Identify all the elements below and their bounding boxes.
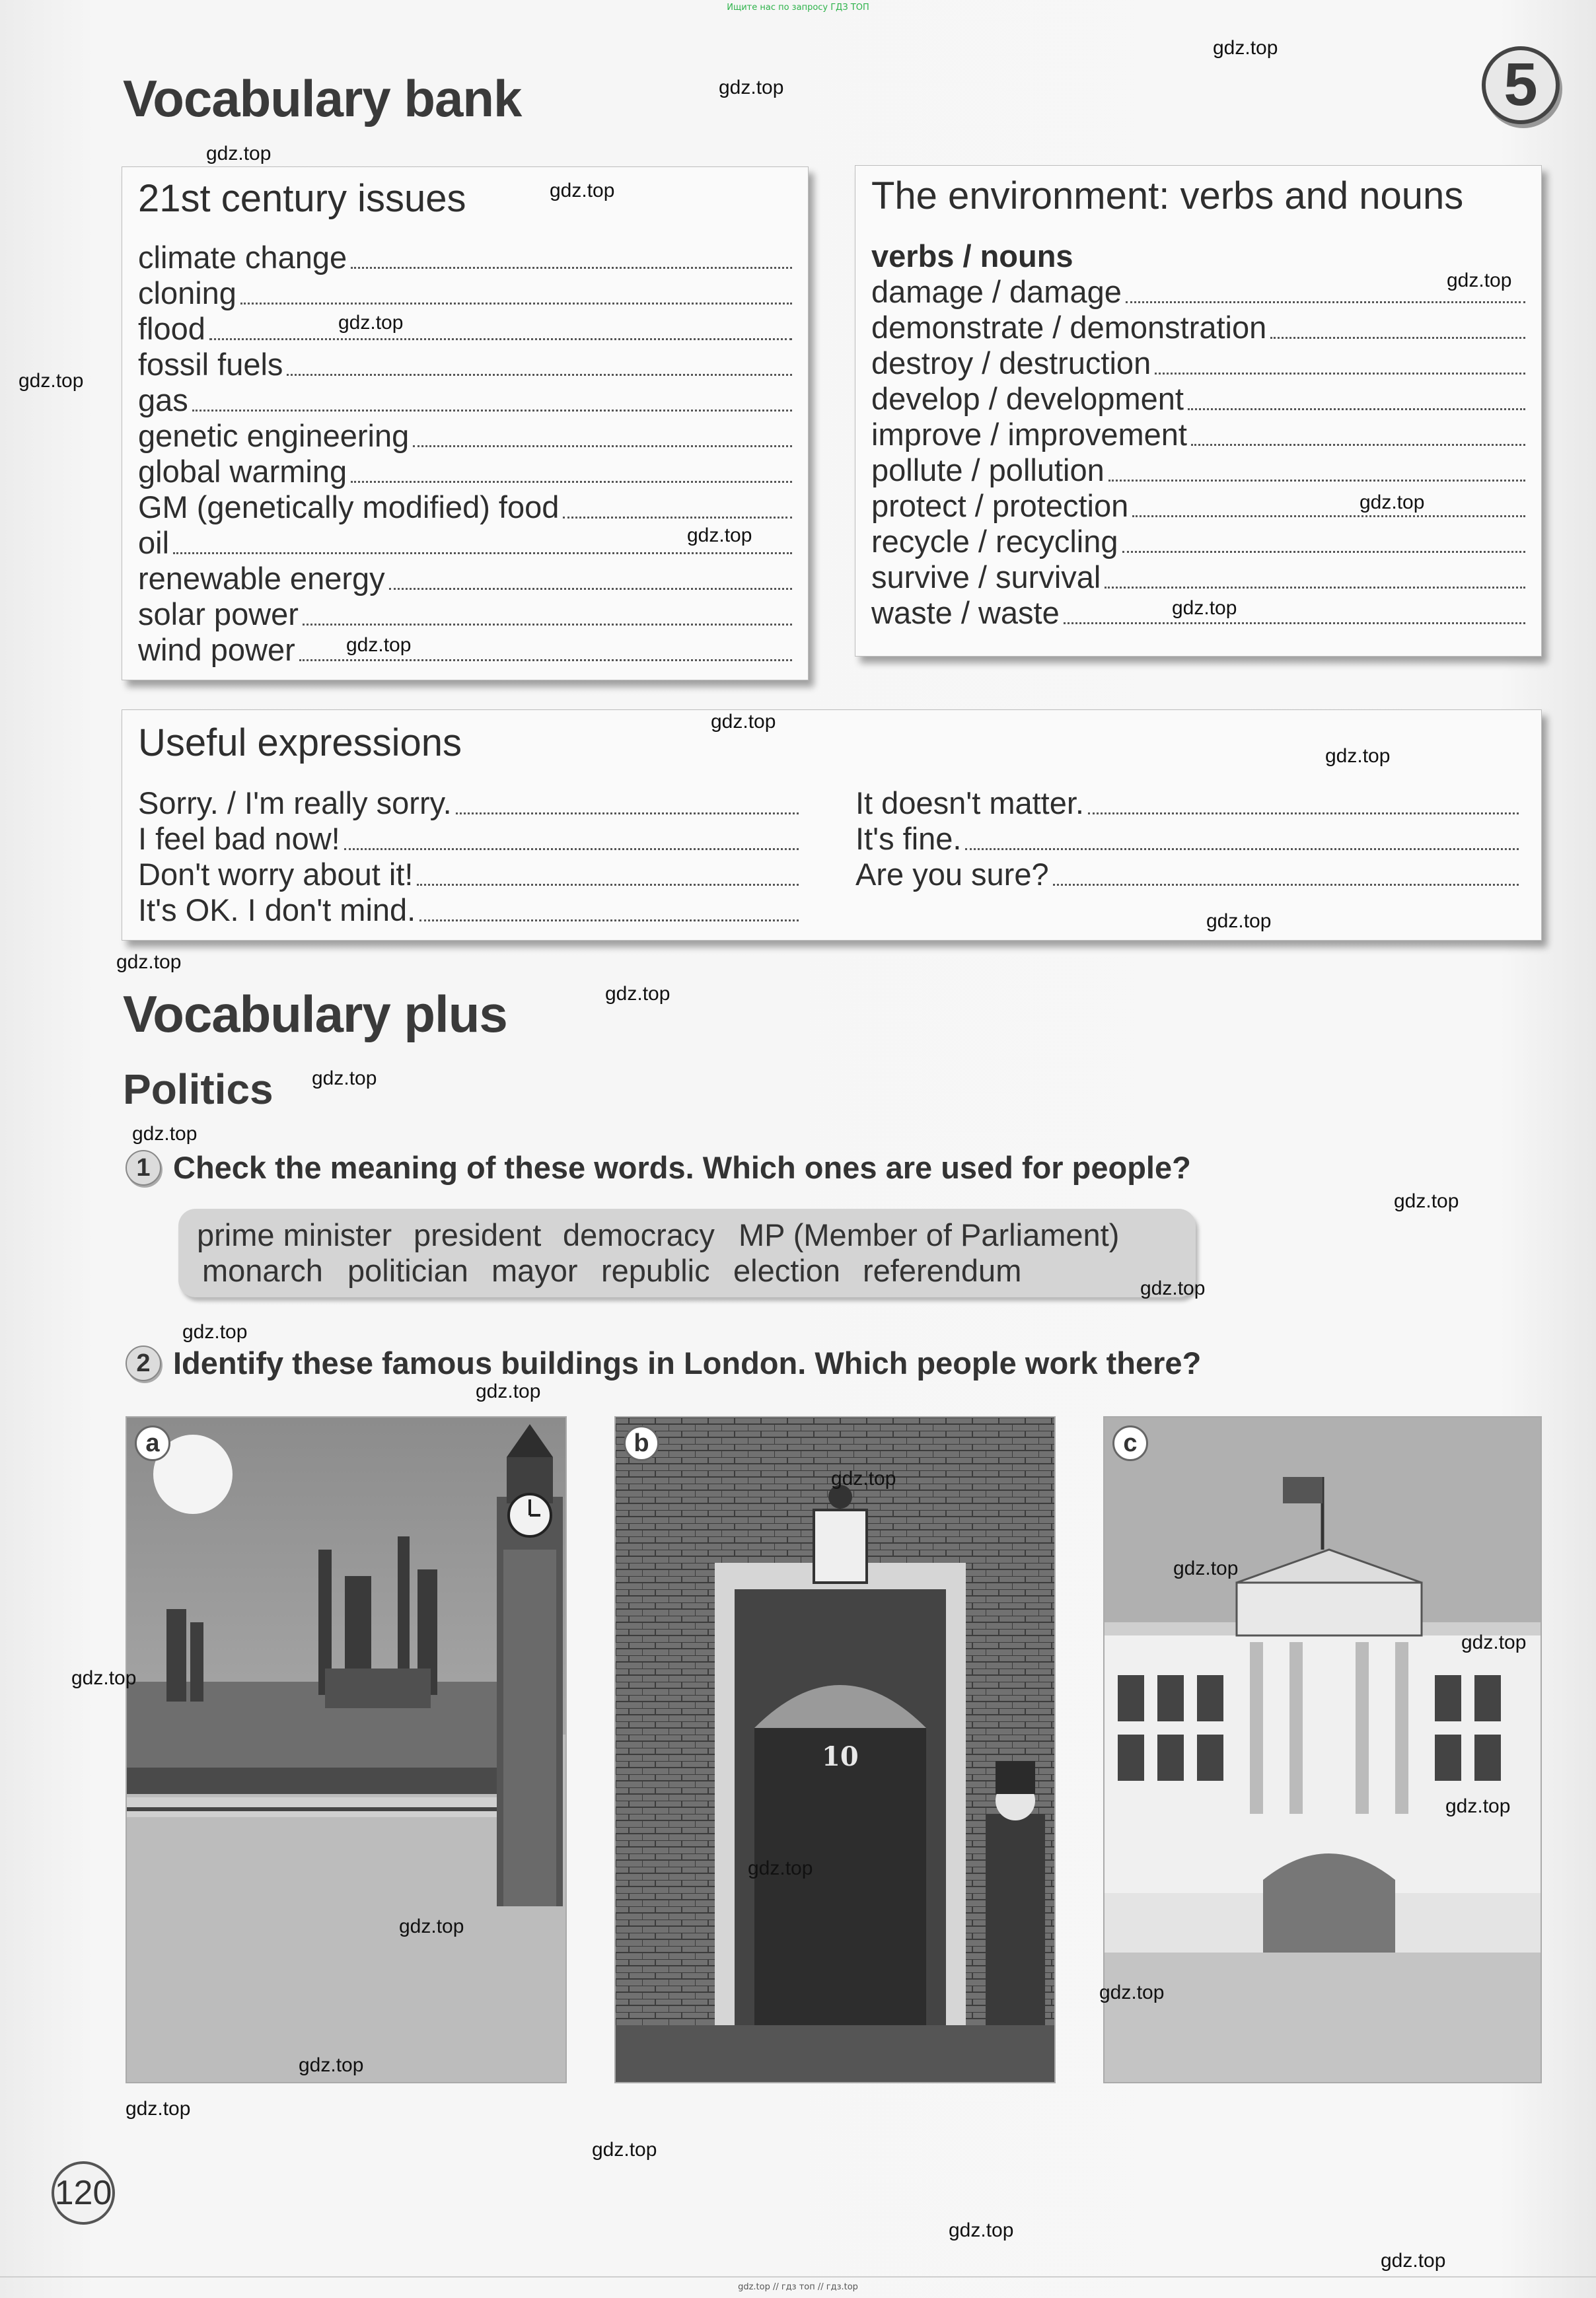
- watermark: gdz.top: [1173, 1558, 1239, 1579]
- word: politician: [347, 1253, 468, 1288]
- list-item: renewable energy: [138, 559, 792, 596]
- list-item: damage / damage: [871, 273, 1525, 310]
- list-item: gas: [138, 381, 792, 418]
- watermark: gdz.top: [687, 524, 752, 546]
- list-item: flood: [138, 310, 792, 347]
- top-banner[interactable]: Ищите нас по запросу ГДЗ ТОП: [727, 3, 869, 13]
- watermark: gdz.top: [1360, 491, 1425, 513]
- word: republic: [601, 1253, 710, 1288]
- list-item: survive / survival: [871, 558, 1525, 595]
- watermark: gdz.top: [206, 143, 272, 164]
- list-item: solar power: [138, 595, 792, 632]
- watermark: gdz.top: [1206, 910, 1272, 932]
- word: democracy: [563, 1217, 715, 1252]
- word: monarch: [202, 1253, 323, 1288]
- parliament-illustration: [127, 1418, 567, 2083]
- list-item: GM (genetically modified) food: [138, 488, 792, 525]
- list-item: Are you sure?: [855, 855, 1519, 892]
- watermark: gdz.top: [748, 1857, 813, 1879]
- list-item: recycle / recycling: [871, 522, 1525, 559]
- vocabulary-bank-title: Vocabulary bank: [123, 69, 522, 127]
- watermark: gdz.top: [132, 1123, 198, 1145]
- expressions-card: [122, 709, 1542, 941]
- watermark: gdz.top: [346, 634, 412, 656]
- issues-card-title: 21st century issues: [138, 177, 466, 220]
- watermark: gdz.top: [592, 2139, 657, 2161]
- word: prime minister: [197, 1217, 392, 1252]
- vocabulary-plus-title: Vocabulary plus: [123, 985, 507, 1043]
- exercise-number: 2: [126, 1346, 161, 1381]
- watermark: gdz.top: [1325, 745, 1391, 767]
- watermark: gdz.top: [1381, 2250, 1446, 2272]
- watermark: gdz.top: [399, 1916, 464, 1937]
- page-number: 120: [52, 2161, 115, 2225]
- picture-label: c: [1112, 1425, 1148, 1461]
- list-item: genetic engineering: [138, 417, 792, 454]
- list-item: Don't worry about it!: [138, 855, 799, 892]
- watermark: gdz.top: [18, 370, 84, 392]
- list-item: fossil fuels: [138, 345, 792, 382]
- verbs-nouns-heading: verbs / nouns: [871, 238, 1073, 273]
- list-item: Sorry. / I'm really sorry.: [138, 784, 799, 821]
- list-item: It's OK. I don't mind.: [138, 891, 799, 928]
- door-number: 10: [822, 1741, 859, 1772]
- list-item: develop / development: [871, 380, 1525, 417]
- list-item: It doesn't matter.: [855, 784, 1519, 821]
- list-item: demonstrate / demonstration: [871, 308, 1525, 345]
- watermark: gdz.top: [1140, 1277, 1206, 1299]
- picture-c-buckingham-palace: [1103, 1416, 1542, 2083]
- list-item: destroy / destruction: [871, 344, 1525, 381]
- palace-illustration: [1105, 1418, 1542, 2083]
- watermark: gdz.top: [299, 2054, 364, 2076]
- issues-card: [122, 166, 809, 680]
- watermark: gdz.top: [711, 711, 776, 733]
- list-item: pollute / pollution: [871, 451, 1525, 488]
- word: president: [414, 1217, 542, 1252]
- picture-label: b: [624, 1425, 659, 1461]
- word: mayor: [491, 1253, 578, 1288]
- watermark: gdz.top: [1461, 1632, 1527, 1653]
- list-item: cloning: [138, 274, 792, 311]
- watermark: gdz.top: [476, 1381, 541, 1402]
- watermark: gdz.top: [1445, 1795, 1511, 1817]
- unit-number-badge: 5: [1482, 46, 1560, 124]
- list-item: wind power: [138, 631, 792, 668]
- environment-card: [855, 165, 1542, 657]
- word: referendum: [863, 1253, 1022, 1288]
- exercise-1-instruction: 1 Check the meaning of these words. Which ones are used for people?: [126, 1149, 1191, 1186]
- watermark: gdz.top: [949, 2219, 1014, 2241]
- watermark: gdz.top: [71, 1667, 137, 1689]
- watermark: gdz.top: [831, 1468, 896, 1490]
- list-item: global warming: [138, 452, 792, 489]
- list-item: protect / protection: [871, 487, 1525, 524]
- watermark: gdz.top: [1394, 1190, 1459, 1212]
- watermark: gdz.top: [1447, 269, 1512, 291]
- watermark: gdz.top: [312, 1067, 377, 1089]
- watermark: gdz.top: [126, 2098, 191, 2120]
- list-item: I feel bad now!: [138, 820, 799, 857]
- picture-a-houses-of-parliament: [126, 1416, 567, 2083]
- divider: [0, 2276, 1596, 2278]
- politics-subtitle: Politics: [123, 1065, 273, 1113]
- watermark: gdz.top: [605, 983, 671, 1005]
- word: MP (Member of Parliament): [739, 1217, 1120, 1252]
- environment-card-title: The environment: verbs and nouns: [871, 174, 1464, 217]
- watermark: gdz.top: [182, 1321, 248, 1343]
- watermark: gdz.top: [719, 77, 784, 98]
- expressions-card-title: Useful expressions: [138, 721, 462, 764]
- exercise-number: 1: [126, 1150, 161, 1186]
- watermark: gdz.top: [1213, 37, 1278, 59]
- bottom-banner[interactable]: gdz.top // гдз топ // гдз.top: [738, 2282, 858, 2292]
- list-item: It's fine.: [855, 820, 1519, 857]
- watermark: gdz.top: [116, 951, 182, 973]
- picture-b-downing-street: [614, 1416, 1056, 2083]
- list-item: climate change: [138, 238, 792, 275]
- list-item: waste / waste: [871, 594, 1525, 631]
- watermark: gdz.top: [338, 312, 404, 334]
- word: election: [733, 1253, 840, 1288]
- exercise-2-instruction: 2 Identify these famous buildings in London. Which people work there?: [126, 1345, 1201, 1381]
- picture-label: a: [135, 1425, 170, 1461]
- list-item: oil: [138, 524, 792, 561]
- watermark: gdz.top: [1099, 1982, 1165, 2003]
- watermark: gdz.top: [550, 180, 615, 201]
- list-item: improve / improvement: [871, 415, 1525, 452]
- watermark: gdz.top: [1172, 597, 1237, 619]
